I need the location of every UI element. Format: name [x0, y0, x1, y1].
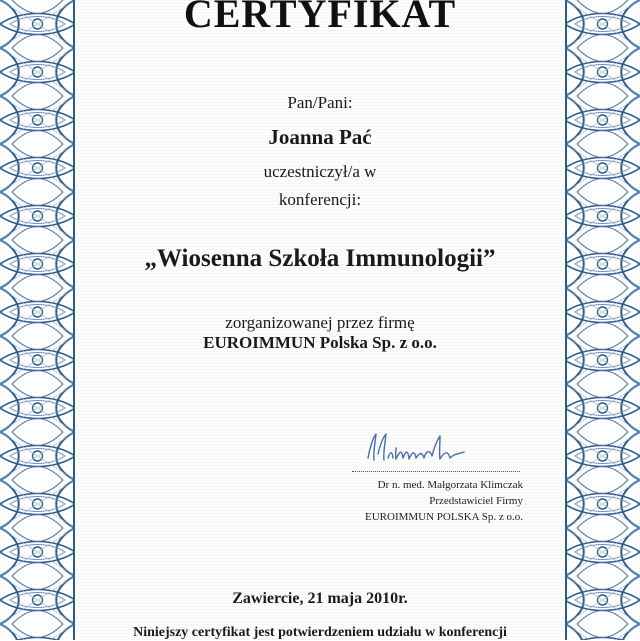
certificate-title: CERTYFIKAT — [183, 0, 457, 36]
handwritten-signature — [360, 428, 470, 468]
organized-by-label: zorganizowanej przez firmę — [225, 313, 415, 332]
participation-line: uczestniczył/a w — [263, 162, 377, 181]
signer-company: EUROIMMUN POLSKA Sp. z o.o. — [365, 511, 523, 523]
event-name: „Wiosenna Szkoła Immunologii” — [144, 245, 496, 272]
organizer-name: EUROIMMUN Polska Sp. z o.o. — [203, 333, 437, 352]
salutation: Pan/Pani: — [287, 93, 353, 112]
participation-line-2: konferencji: — [278, 190, 362, 209]
place-and-date: Zawiercie, 21 maja 2010r. — [232, 590, 408, 607]
signer-name: Dr n. med. Małgorzata Klimczak — [377, 479, 523, 491]
signature-line — [352, 471, 520, 472]
signer-role: Przedstawiciel Firmy — [429, 495, 523, 507]
footer-text: Niniejszy certyfikat jest potwierdzeniem udziału w konferencji — [133, 625, 507, 640]
recipient-name: Joanna Pać — [268, 125, 372, 149]
